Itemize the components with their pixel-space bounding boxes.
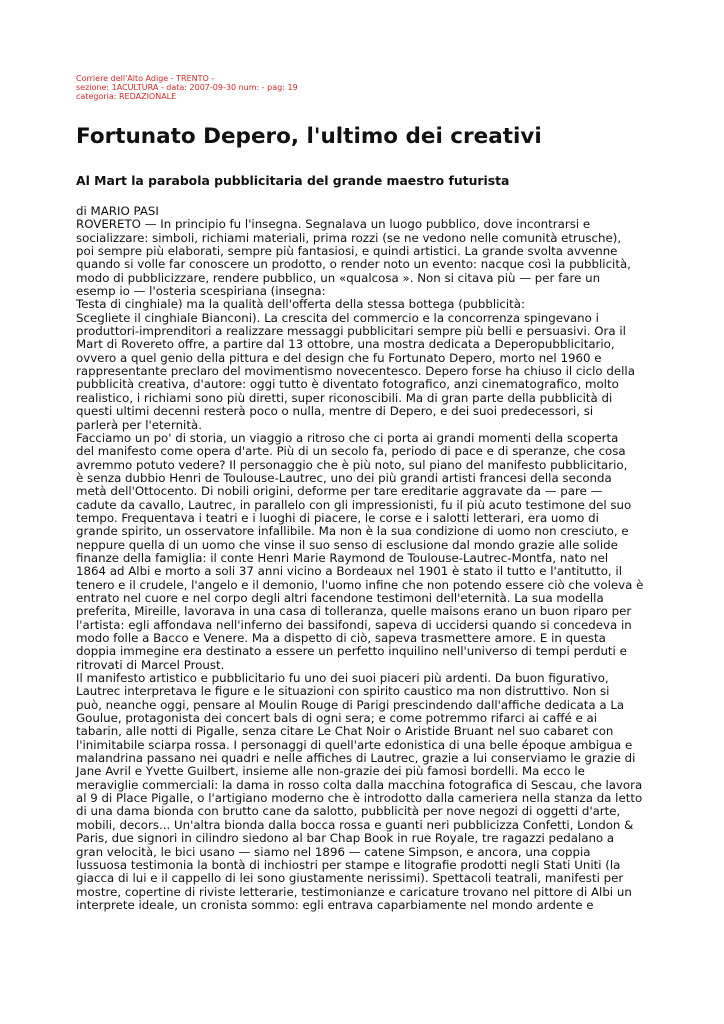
article-text-line: preferita, Mireille, lavorava in una casa di tolleranza, quelle maisons erano un buon riparo per [76,604,632,619]
article-text-line: doppia immegine era destinato a essere un perfetto inquilino nell'universo di tempi perduti e [76,644,627,659]
article-text-line: è senza dubbio Henri de Toulouse-Lautrec, uno dei più grandi artisti francesi della seconda [76,470,612,485]
article-byline: di MARIO PASI [76,204,159,218]
article-text-line: tenero e il crudele, l'angelo e il demonio, l'uomo infine che non potendo essere ciò che voleva è [76,577,644,592]
article-text-line: socializzare: simboli, richiami materiali, prima rozzi (se ne vedono nelle comunità etrusche), [76,230,622,245]
article-text-line: l'artista: egli affondava nell'inferno dei bassifondi, sapeva di uccidersi quando si concedeva in [76,617,632,632]
article-text-line: meraviglie commerciali: la dama in rosso colta dalla macchina fotografica di Sescau, che lavora [76,777,643,792]
article-text-line: cadute da cavallo, Lautrec, in parallelo con gli impressionisti, fu il più acuto testimone del suo [76,497,632,512]
article-text-line: entrato nel cuore e nel corpo degli altri facendone testimoni dell'eternità. La sua modella [76,590,604,605]
article-text-line: metà dell'Ottocento. Di nobili origini, deforme per tare ereditarie aggravate da — pare — [76,484,603,499]
article-text-line: rappresentante preclaro del movimentismo novecentesco. Depero forse ha chiuso il ciclo della [76,364,635,379]
article-text-line: 1864 ad Albi e morto a soli 37 anni vicino a Bordeaux nel 1901 è stato il tutto e l'antitutto, il [76,564,622,579]
article-text-line: parlerà per l'eternità. [76,417,202,432]
article-text-line: gran velocità, le bici usano — siamo nel 1896 — catene Simpson, e ancora, una coppia [76,844,591,859]
article-title: Fortunato Depero, l'ultimo dei creativi [76,124,542,149]
article-text-line: Goulue, protagonista dei concert bals di ogni sera; e come potremmo rifarci ai caffé e ai [76,711,598,726]
article-text-line: realistico, i richiami sono più diretti, super riconoscibili. Ma di gran parte della pubblicità di [76,390,613,405]
article-text-line: modo folle a Bacco e Venere. Ma a dispetto di ciò, sapeva trasmettere amore. E in questa [76,631,606,645]
article-text-line: neppure quella di un uomo che vinse il suo senso di esclusione dal mondo grazie alle solide [76,537,618,552]
article-text-line: questi ultimi decenni resterà poco o nulla, mentre di Depero, e dei suoi predecessori, si [76,404,594,419]
article-text-line: di una dama bionda con brutto cane da salotto, pubblicità per nove negozi di oggetti d'arte, [76,804,621,819]
article-text-line: pubblicità creativa, d'autore: oggi tutto è diventato fotografico, anzi cinematografico, molto [76,377,619,392]
metadata-category: categoria: REDAZIONALE [76,92,177,101]
article-subtitle: Al Mart la parabola pubblicitaria del grande maestro futurista [76,173,510,188]
article-text-line: interprete ideale, un cronista sommo: egli entrava caparbiamente nel mondo ardente e [76,897,594,912]
article-text-line: al 9 di Place Pigalle, o l'artigiano moderno che è introdotto dalla cameriera nella stanza da letto [76,791,643,806]
article-text-line: esemp io — l'osteria scespiriana (insegna: [76,284,326,299]
article-body [76,205,656,912]
article-text-line: tabarin, alle notti di Pigalle, senza citare Le Chat Noir o Aristide Bruant nel suo cabaret con [76,724,614,739]
article-text-line: grande spirito, un osservatore infallibile. Ma non è la sua condizione di uomo non cresciuto, e [76,524,629,539]
article-text-line: tempo. Frequentava i teatri e i luoghi di piacere, le corse e i salotti letterari, era uomo di [76,510,599,525]
article-text-line: mostre, copertine di riviste letterarie, testimonianze e caricature trovano nel pittore di Albi un [76,884,632,899]
article-text-line: ROVERETO — In principio fu l'insegna. Segnalava un luogo pubblico, dove incontrarsi e [76,217,591,232]
article-text-line: Facciamo un po' di storia, un viaggio a ritroso che ci porta ai grandi momenti della scoperta [76,430,619,445]
article-text-line: produttori-imprenditori a realizzare messaggi pubblicitari sempre più belli e persuasivi. Ora il [76,324,626,339]
article-text-line: Scegliete il cinghiale Bianconi). La crescita del commercio e la concorrenza spingevano i [76,310,599,325]
article-text-line: ritrovati di Marcel Proust. [76,657,225,672]
article-text-line: Lautrec interpretava le figure e le situazioni con spirito caustico ma non distruttivo. Non si [76,684,610,699]
article-text-line: può, neanche oggi, pensare al Moulin Rouge di Parigi prescindendo dall'affiche dedicata a La [76,697,625,712]
article-text-line: Il manifesto artistico e pubblicitario fu uno dei suoi piaceri più ardenti. Da buon figurativo, [76,671,609,686]
metadata-section-date: sezione: 1ACULTURA - data: 2007-09-30 num: - pag: 19 [76,83,298,92]
article-text-line: modo di pubblicizzare, rendere pubblico, un «qualcosa ». Non si citava più — per fare un [76,270,601,285]
article-text-line: Paris, due signori in cilindro siedono al bar Chap Book in rue Royale, tre ragazzi pedalano a [76,831,615,846]
article-text-line: l'inimitabile sciarpa rossa. I personaggi di quell'arte edonistica di una belle époque ambigua e [76,737,633,752]
article-text-line: Testa di cinghiale) ma la qualità dell'offerta della stessa bottega (pubblicità: [76,297,525,312]
article-text-line: malandrina passano nei quadri e nelle affiches di Lautrec, grazie a lui conserviamo le grazie di [76,751,636,766]
article-text-line: quando si volle far conoscere un prodotto, o render noto un evento: nacque così la pubblicità, [76,257,631,272]
metadata-source: Corriere dell'Alto Adige - TRENTO - [76,74,215,83]
article-text-line: mobili, decors... Un'altra bionda dalla bocca rossa e guanti neri pubblicizza Confetti, London & [76,817,634,832]
article-text-line: giacca di lui e il cappello di lei sono giustamente nerissimi). Spettacoli teatrali, manifesti per [76,871,624,886]
article-text-line: avremmo potuto vedere? Il personaggio che è più noto, sul piano del manifesto pubblicitario, [76,457,628,472]
article-metadata [76,74,298,101]
article-text-line: lussuosa testimonia la bontà di inchiostri per stampe e litografie prodotti negli Stati Uniti (la [76,857,621,872]
article-text-line: poi sempre più elaborati, sempre più fantasiosi, e quindi artistici. La grande svolta avvenne [76,244,618,259]
article-text-line: finanze della famiglia: il conte Henri Marie Raymond de Toulouse-Lautrec-Montfa, nato nel [76,550,609,565]
article-text-line: Jane Avril e Yvette Guilbert, insieme alle non-grazie dei più famosi bordelli. Ma ecco le [76,764,585,779]
article-text-line: Mart di Rovereto offre, a partire dal 13 ottobre, una mostra dedicata a Deperopubblicitario, [76,337,615,352]
article-text-line: del manifesto come opera d'arte. Più di un secolo fa, periodo di pace e di speranze, che cosa [76,444,626,459]
article-text-line: ovvero a quel genio della pittura e del design che fu Fortunato Depero, morto nel 1960 e [76,350,602,365]
